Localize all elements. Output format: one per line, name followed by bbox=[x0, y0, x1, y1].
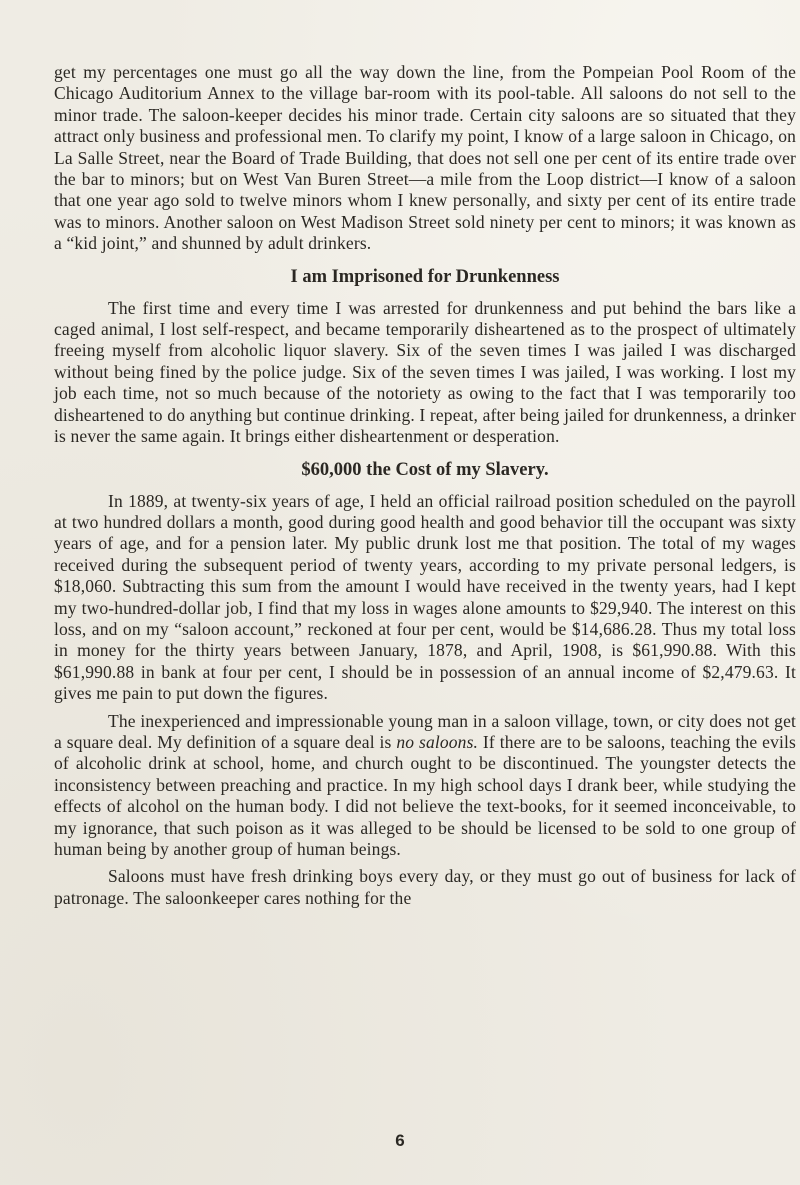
heading-imprisoned: I am Imprisoned for Drunkenness bbox=[290, 266, 560, 287]
square-deal-emphasis: no saloons. bbox=[396, 731, 479, 752]
heading-cost: $60,000 the Cost of my Slavery. bbox=[301, 459, 549, 480]
square-deal-text-b: If there are to be saloons, teaching the evils of alcoholic drink at school, home, and church ought to be discontinued. The youngster detects the inconsistency between preaching and practice. In my high school days I drank beer, while studying the effects of alcohol on the human body. I did not believe the text-books, for it seemed inconceivable, to my ignorance, that such poison as it was alleged to be should be licensed to be sold to one group of human being by another group of human beings. bbox=[54, 731, 796, 859]
paragraph-saloon-trade: get my percentages one must go all the way down the line, from the Pompeian Pool Room of the Chicago Auditorium Annex to the village bar-room with its pool-table. All saloons do not sell to the minor trade. The saloon-keeper decides his minor trade. Certain city saloons are so situated that they attract only business and professional men. To clarify my point, I know of a large saloon in Chicago, on La Salle Street, near the Board of Trade Building, that does not sell one per cent of its entire trade over the bar to minors; but on West Van Buren Street—a mile from the Loop district—I know of a saloon that one year ago sold to twelve minors whom I knew personally, and sixty per cent of its entire trade was to minors. Another saloon on West Madison Street sold ninety per cent to minors; it was known as a “kid joint,” and shunned by adult drinkers. bbox=[54, 62, 796, 254]
square-deal-text-a: The inexperienced and impressionable young man in a saloon village, town, or city does not get a square deal. My definition of a square deal is bbox=[54, 710, 796, 752]
page-number: 6 bbox=[395, 1131, 405, 1150]
paragraph-fresh-boys: Saloons must have fresh drinking boys every day, or they must go out of business for lack of patronage. The saloonkeeper cares nothing for the bbox=[54, 866, 796, 908]
paragraph-arrests: The first time and every time I was arrested for drunkenness and put behind the bars like a caged animal, I lost self-respect, and became temporarily disheartened as to the prospect of ultimately freeing myself from alcoholic liquor slavery. Six of the seven times I was jailed I was discharged without being fined by the police judge. Six of the seven times I was jailed, I was working. I lost my job each time, not so much because of the notoriety as owing to the fact that I was temporarily too disheartened to do anything but continue drinking. I repeat, after being jailed for drunkenness, a drinker is never the same again. It brings either disheartenment or desperation. bbox=[54, 297, 796, 447]
paragraph-losses: In 1889, at twenty-six years of age, I held an official railroad position scheduled on the payroll at two hundred dollars a month, good during good health and good behavior till the occupant was sixty years of age, and for a pension later. My public drunk lost me that position. The total of my wages received during the subsequent period of twenty years, according to my private personal ledgers, is $18,060. Subtracting this sum from the amount I would have received in the twenty years, had I kept my two-hundred-dollar job, I find that my loss in wages alone amounts to $29,940. The interest on this loss, and on my “saloon account,” reckoned at four per cent, would be $14,686.28. Thus my total loss in money for the thirty years between January, 1878, and April, 1908, is $61,990.88. With this $61,990.88 in bank at four per cent, I should be in possession of an annual income of $2,479.63. It gives me pain to put down the figures. bbox=[54, 490, 796, 704]
paragraph-square-deal bbox=[54, 711, 796, 861]
text-column bbox=[54, 62, 796, 909]
